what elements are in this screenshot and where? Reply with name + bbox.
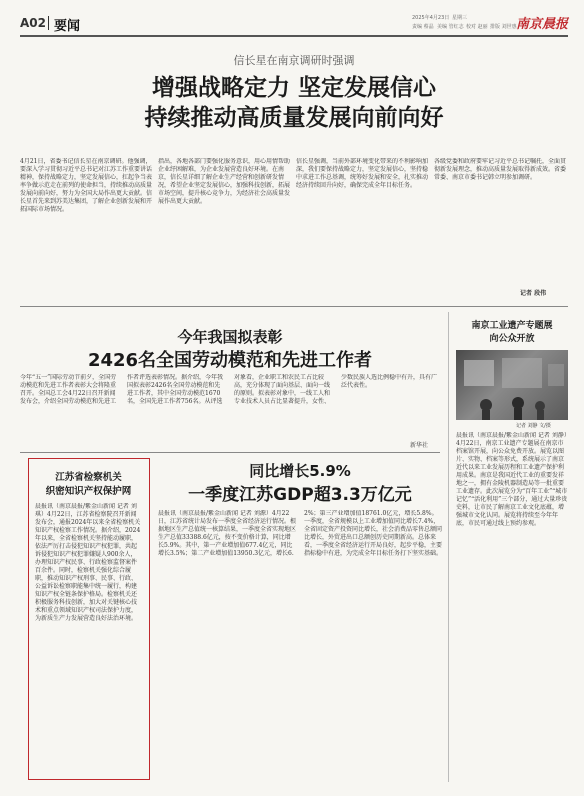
lead-body-col2: 指出，各地各部门要强化服务意识，用心用情帮助企业纾困解难，为企业发展营造良好环境。在南京，信长星详细了解企业生产经营和创新研发情况，希望企业坚定发展信心，加强科技创新，拓展市场空间，提升核心竞争力，为经济社会高质量发展作出更大贡献。 — [158, 158, 290, 205]
column-divider — [448, 312, 449, 782]
section-name: 要闻 — [54, 19, 81, 34]
ip-title-line1: 江苏省检察机关 — [55, 472, 122, 483]
editor-line: 责编 蔡晶 — [412, 24, 434, 30]
masthead-divider — [48, 16, 49, 30]
gdp-body: 晨报讯（南京晨报/紫金山新闻 记者 刘源）4月22日，江苏省统计局发布一季度全省经济运行情况。根据地区生产总值统一核算结果，一季度全省实现地区生产总值33388.6亿元，按不变价格计算，同比增长5.9%。其中，第一产业增加值677.4亿元，同比增长3.5%；第二产业增加值13950.3亿元，增长6.2%；第三产业增加值18761.0亿元，增长5.8%。一季度，全省规模以上工业增加值同比增长7.4%，全省固定资产投资同比增长，社会消费品零售总额同比增长，外贸进出口总额创历史同期新高。总体来看，一季度全省经济运行开局良好，起步平稳，主要指标稳中有进，为完成全年目标任务打下坚实基础。 — [158, 510, 442, 557]
gdp-title-line1: 同比增长5.9% — [249, 462, 351, 480]
section-rule — [20, 452, 440, 453]
editor-line: 排版 刘世惠 — [490, 24, 517, 30]
labor-credit: 新华社 — [410, 442, 429, 449]
editor-line: 美编 管红志 — [437, 24, 464, 30]
lead-credit: 记者 段伟 — [520, 290, 547, 297]
sidebar-body: 晨报讯（南京晨报/紫金山新闻 记者 刘静）4月22日，南京工业遗产专题展在南京市档案馆开展，向公众免费开放。展览以图片、实物、档案等形式，系统展示了南京近代以来工业发展历程和工业遗产保护利用成果。南京是我国近代工业的重要发祥地之一，拥有金陵机器制造局等一批重要工业遗存。此次展览分为“百年工业”“城市记忆”“活化利用”三个部分，通过大量珍贵史料，让市民了解南京工业文化底蕴，增强城市文化认同。展览将持续至今年年底，市民可通过线上预约参观。 — [456, 432, 568, 527]
section-rule — [20, 306, 568, 307]
gdp-story — [158, 458, 442, 780]
photo-credit: 记者 刘静 文/摄 — [516, 423, 551, 429]
editor-line: 校对 赵丽 — [466, 24, 488, 30]
ip-body: 晨报讯（南京晨报/紫金山新闻 记者 刘琪）4月22日，江苏省检察院召开新闻发布会，通报2024年以来全省检察机关知识产权检察工作情况。据介绍，2024年以来，全省检察机关坚持能动履职，依法严厉打击侵犯知识产权犯罪，共起诉侵犯知识产权犯罪嫌疑人900余人，办理知识产权民事、行政检察监督案件百余件。同时，检察机关强化综合履职，推动知识产权刑事、民事、行政、公益诉讼检察职能集中统一履行，构建知识产权全链条保护格局。检察机关还积极服务科技创新，加大对关键核心技术和重点领域知识产权司法保护力度，为新质生产力发展营造良好法治环境。 — [35, 503, 141, 622]
labor-title-line2: 2426名全国劳动模范和先进工作者 — [87, 350, 373, 371]
lead-title-line1: 增强战略定力 坚定发展信心 — [151, 75, 436, 101]
sidebar-title-line2: 向公众开放 — [489, 334, 535, 344]
sidebar-story — [456, 318, 568, 788]
labor-body: 今年“五一”国际劳动节前夕，全国劳动模范和先进工作者表彰大会将隆重召开。全国总工会4月22日召开新闻发布会，介绍全国劳动模范和先进工作者评选表彰情况。据介绍，今年我国拟表彰2426名全国劳动模范和先进工作者，其中全国劳动模范1670名，全国先进工作者756名。从评选对象看，企业职工和农民工占比较高，充分体现了面向基层、面向一线的原则。拟表彰对象中，一线工人和专业技术人员占比显著提升，女性、少数民族人选比例稳中有升，具有广泛代表性。 — [20, 374, 438, 405]
masthead-rule — [20, 35, 568, 37]
exhibition-photo — [456, 350, 568, 420]
lead-story — [20, 44, 568, 304]
lead-body-col1: 4月21日，省委书记信长星在南京调研。他强调，要深入学习贯彻习近平总书记对江苏工作重要讲话精神，保持战略定力，坚定发展信心，扛起争当表率争做示范走在前列的使命担当，持续推动高质量发展向前向好，努力为全国大局作出更大贡献。信长星首先来到苏美达集团，了解企业创新发展和开拓国际市场情况。 — [20, 158, 152, 213]
lead-body-col3: 信长星强调，当前外部环境变化带来的不利影响加深，我们要保持战略定力，坚定发展信心，坚持稳中求进工作总基调，统筹好发展和安全，扎实推动经济持续回升向好，确保完成全年目标任务。 — [296, 158, 428, 189]
lead-kicker: 信长星在南京调研时强调 — [233, 54, 355, 67]
sidebar-title-line1: 南京工业遗产专题展 — [471, 321, 553, 331]
page-label: A02 — [20, 16, 46, 30]
lead-body-col4: 各级党委和政府要牢记习近平总书记嘱托，全面贯彻新发展理念，推动高质量发展取得新成效。省委常委、南京市委书记韩立明参加调研。 — [434, 158, 567, 181]
gdp-title-line2: 一季度江苏GDP超3.3万亿元 — [188, 485, 412, 505]
labor-story — [20, 312, 440, 452]
lead-title-line2: 持续推动高质量发展向前向好 — [144, 105, 444, 131]
labor-title-line1: 今年我国拟表彰 — [177, 328, 283, 346]
ip-box — [28, 458, 150, 780]
masthead-weekday: 星期三 — [452, 15, 468, 21]
paper-logo: 南京晨报 — [516, 17, 569, 32]
masthead-date: 2025年4月23日 — [412, 15, 450, 21]
ip-title-line2: 织密知识产权保护网 — [45, 486, 132, 497]
